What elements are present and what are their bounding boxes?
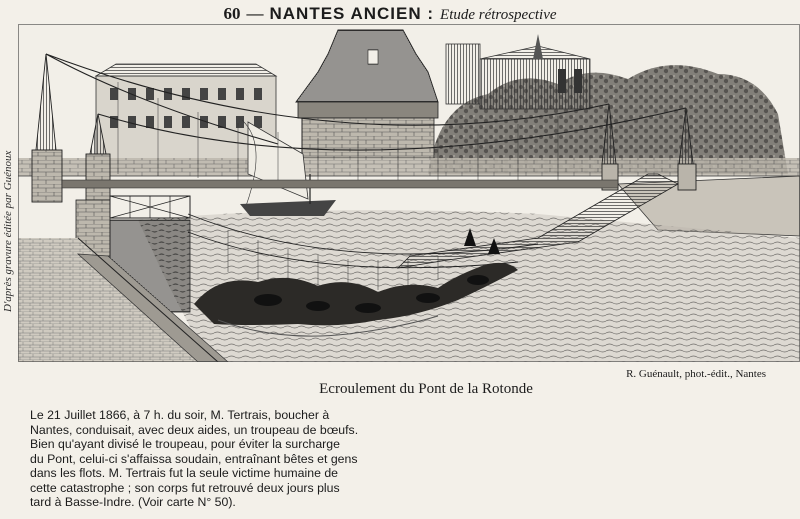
description-line: Nantes, conduisait, avec deux aides, un troupeau de bœufs. (30, 422, 359, 437)
card-subtitle: Etude rétrospective (440, 7, 557, 23)
description-line: Bien qu'ayant divisé le troupeau, pour éviter la surcharge (30, 437, 340, 451)
description-line: dans les flots. M. Tertrais fut la seule victime humaine de (30, 466, 339, 480)
description-line: cette catastrophe ; son corps fut retrouvé deux jours plus (30, 480, 340, 495)
card-title: NANTES ANCIEN : (269, 4, 435, 23)
bridge-deck-far (62, 180, 618, 188)
description-text (30, 408, 420, 510)
card-number: 60 (223, 4, 241, 23)
description-line: du Pont, celui-ci s'affaissa soudain, entraînant bêtes et gens (30, 451, 358, 466)
photo-credit: R. Guénault, phot.-édit., Nantes (626, 368, 766, 380)
engraving-illustration (18, 24, 800, 362)
description-line: tard à Basse-Indre. (Voir carte N° 50). (30, 495, 236, 509)
card-header (0, 4, 800, 24)
engraving-credit: D'après gravure éditée par Guénoux (2, 150, 14, 312)
header-dash: — (246, 4, 264, 23)
description-line: Le 21 Juillet 1866, à 7 h. du soir, M. Tertrais, boucher à (30, 408, 330, 422)
image-caption: Ecroulement du Pont de la Rotonde (319, 381, 533, 397)
